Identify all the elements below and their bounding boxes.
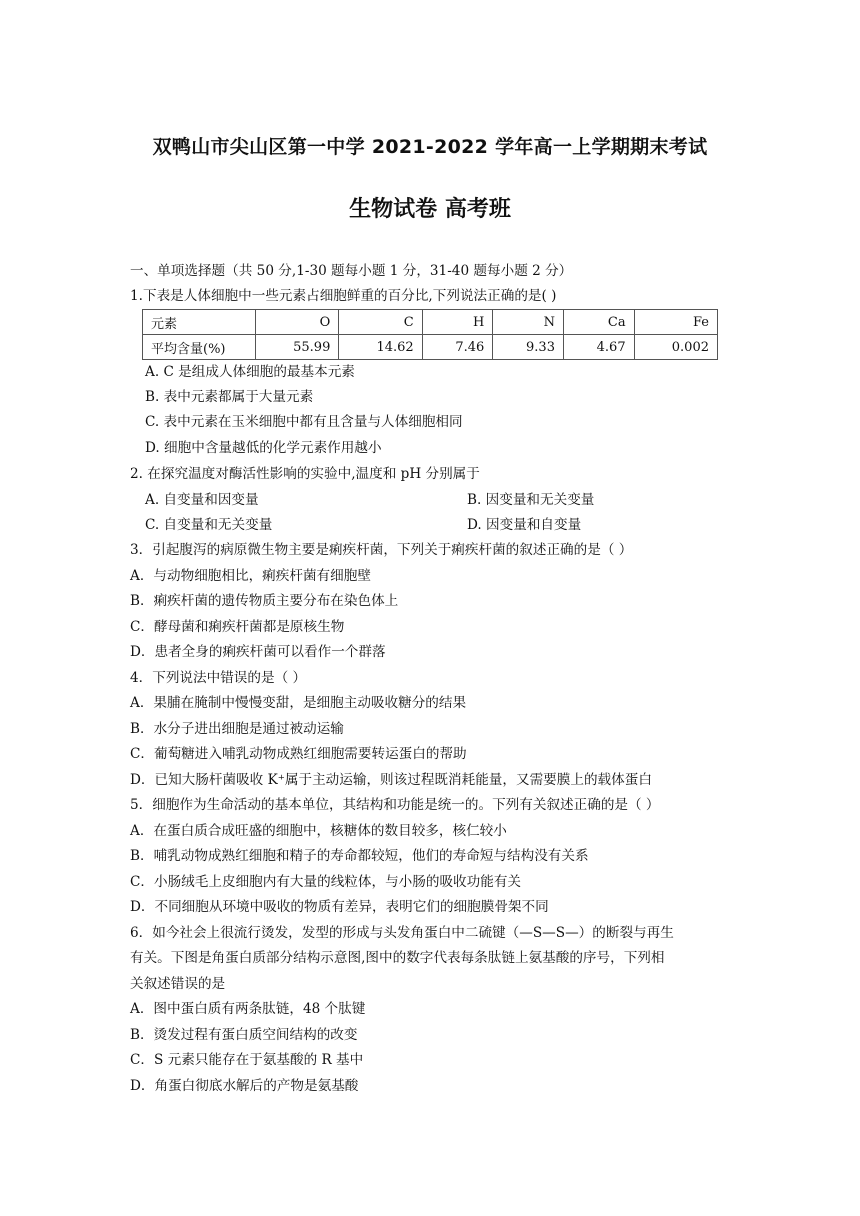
question-6-stem-line: 6．如今社会上很流行烫发，发型的形成与头发角蛋白中二硫键（—S—S—）的断裂与再生: [130, 925, 674, 941]
table-header-cell: H: [422, 310, 493, 335]
table-header-cell: Fe: [634, 310, 717, 335]
table-cell: 4.67: [563, 335, 634, 360]
question-3-stem: 3．引起腹泻的病原微生物主要是痢疾杆菌，下列关于痢疾杆菌的叙述正确的是（ ）: [130, 542, 633, 558]
q6-option-c: C．S 元素只能存在于氨基酸的 R 基中: [130, 1052, 364, 1068]
q5-option-a: A．在蛋白质合成旺盛的细胞中，核糖体的数目较多，核仁较小: [130, 823, 507, 839]
table-row-label: 平均含量(%): [143, 335, 256, 360]
q2-option-c: C. 自变量和无关变量: [145, 517, 273, 533]
q4-option-d: D．已知大肠杆菌吸收 K⁺属于主动运输，则该过程既消耗能量，又需要膜上的载体蛋白: [130, 772, 652, 788]
table-header-cell: N: [493, 310, 564, 335]
question-1-stem: 1.下表是人体细胞中一些元素占细胞鲜重的百分比,下列说法正确的是( ): [130, 288, 557, 304]
table-cell: 55.99: [256, 335, 339, 360]
table-row: [143, 335, 718, 360]
exam-title: 双鸭山市尖山区第一中学 2021-2022 学年高一上学期期末考试: [152, 136, 708, 158]
table-cell: 9.33: [493, 335, 564, 360]
table-header-cell: C: [339, 310, 422, 335]
table-cell: 14.62: [339, 335, 422, 360]
q1-option-c: C. 表中元素在玉米细胞中都有且含量与人体细胞相同: [145, 414, 463, 430]
question-6-stem-line: 有关。下图是角蛋白质部分结构示意图,图中的数字代表每条肽链上氨基酸的序号，下列相: [130, 950, 665, 966]
q6-option-a: A．图中蛋白质有两条肽链，48 个肽键: [130, 1001, 366, 1017]
exam-subtitle: 生物试卷 高考班: [349, 197, 511, 222]
q2-option-d: D. 因变量和自变量: [467, 517, 582, 533]
q4-option-a: A．果脯在腌制中慢慢变甜，是细胞主动吸收糖分的结果: [130, 695, 467, 711]
q1-option-b: B. 表中元素都属于大量元素: [145, 389, 314, 405]
table-header-cell: 元素: [143, 310, 256, 335]
q4-option-c: C．葡萄糖进入哺乳动物成熟红细胞需要转运蛋白的帮助: [130, 746, 467, 762]
q6-option-d: D．角蛋白彻底水解后的产物是氨基酸: [130, 1078, 359, 1094]
question-5-stem: 5．细胞作为生命活动的基本单位，其结构和功能是统一的。下列有关叙述正确的是（ ）: [130, 797, 660, 813]
q2-option-b: B. 因变量和无关变量: [467, 492, 595, 508]
q3-option-a: A．与动物细胞相比，痢疾杆菌有细胞壁: [130, 568, 371, 584]
q1-option-a: A. C 是组成人体细胞的最基本元素: [145, 364, 355, 380]
q6-option-b: B．烫发过程有蛋白质空间结构的改变: [130, 1027, 358, 1043]
question-4-stem: 4．下列说法中错误的是（ ）: [130, 670, 307, 686]
q4-option-b: B．水分子进出细胞是通过被动运输: [130, 721, 344, 737]
table-header-cell: Ca: [563, 310, 634, 335]
element-table: [142, 309, 718, 360]
table-header-row: [143, 310, 718, 335]
question-2-stem: 2. 在探究温度对酶活性影响的实验中,温度和 pH 分别属于: [130, 466, 480, 482]
q5-option-c: C．小肠绒毛上皮细胞内有大量的线粒体，与小肠的吸收功能有关: [130, 874, 522, 890]
question-6-stem-line: 关叙述错误的是: [130, 976, 226, 992]
table-header-cell: O: [256, 310, 339, 335]
table-cell: 0.002: [634, 335, 717, 360]
q3-option-d: D．患者全身的痢疾杆菌可以看作一个群落: [130, 644, 386, 660]
section-heading: 一、单项选择题（共 50 分,1-30 题每小题 1 分，31-40 题每小题 2 分）: [130, 263, 573, 279]
table-cell: 7.46: [422, 335, 493, 360]
q5-option-d: D．不同细胞从环境中吸收的物质有差异，表明它们的细胞膜骨架不同: [130, 899, 549, 915]
q2-option-a: A. 自变量和因变量: [145, 492, 259, 508]
q3-option-c: C．酵母菌和痢疾杆菌都是原核生物: [130, 619, 345, 635]
q5-option-b: B．哺乳动物成熟红细胞和精子的寿命都较短，他们的寿命短与结构没有关系: [130, 848, 589, 864]
q1-option-d: D. 细胞中含量越低的化学元素作用越小: [145, 440, 382, 456]
q3-option-b: B．痢疾杆菌的遗传物质主要分布在染色体上: [130, 593, 399, 609]
